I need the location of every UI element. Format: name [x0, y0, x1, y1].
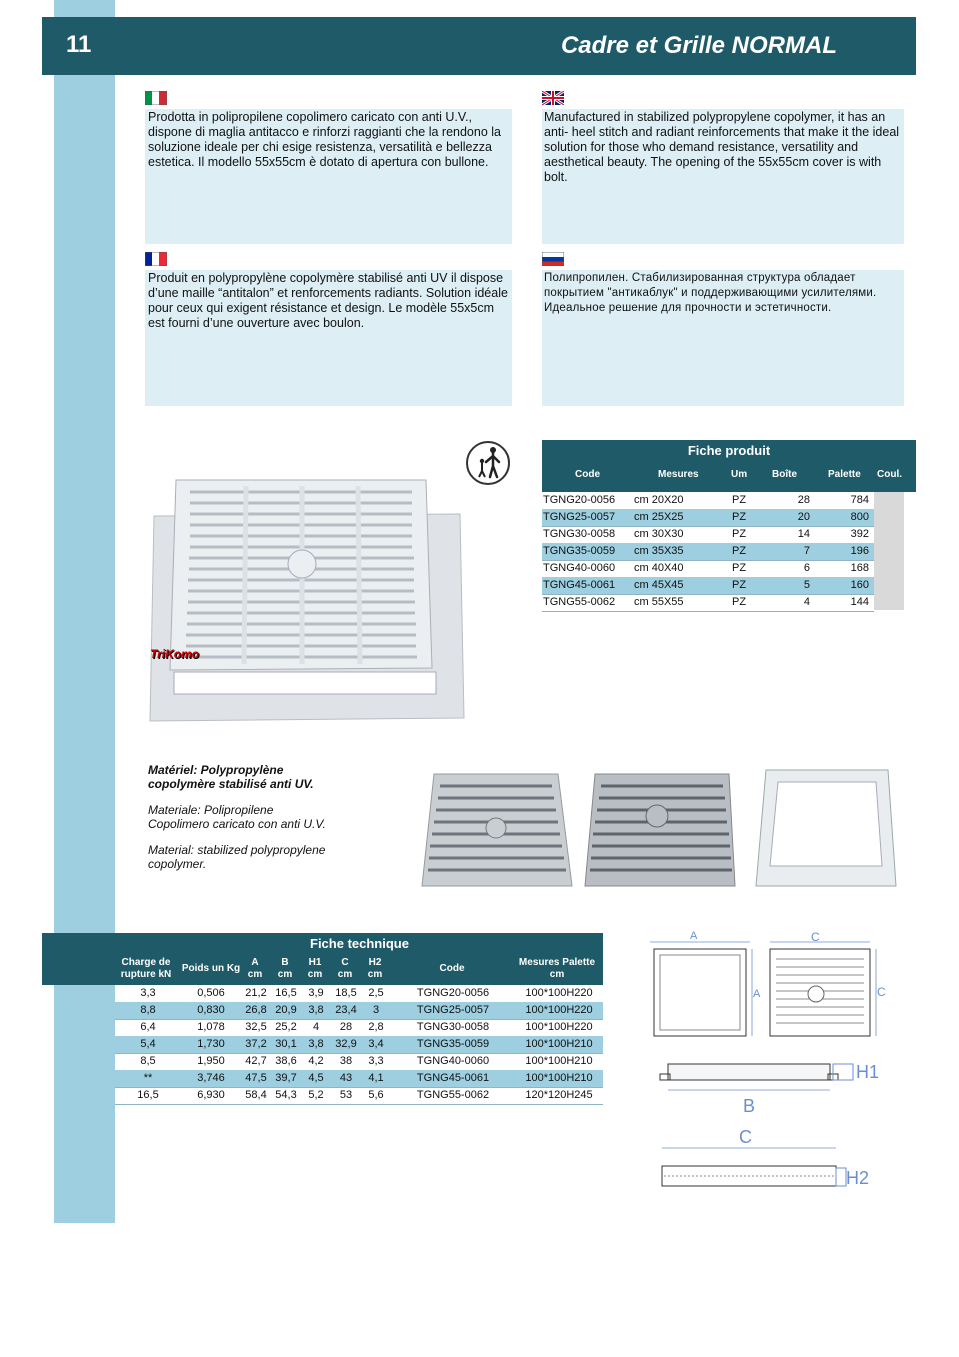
fiche-technique-cell: 120*120H245	[525, 1089, 593, 1101]
ft-col-h2: H2 cm	[367, 957, 383, 980]
grate-angle-photo-1	[420, 770, 574, 888]
fp-col-boite: Boîte	[772, 469, 797, 480]
fiche-produit-cell: 6	[803, 562, 810, 574]
material-italian: Materiale: Polipropilene Copolimero caricato con anti U.V.	[148, 803, 326, 831]
fiche-technique-cell: 5,4	[140, 1038, 156, 1050]
flag-france-icon	[145, 252, 167, 266]
fiche-produit-row	[542, 594, 874, 612]
dim-label-h2: H2	[846, 1168, 870, 1188]
fiche-produit-cell: 14	[797, 528, 810, 540]
fiche-produit-row	[542, 526, 874, 544]
fp-col-um: Um	[731, 469, 748, 480]
fiche-technique-row	[115, 1019, 603, 1037]
fiche-technique-cell: 38	[339, 1055, 353, 1067]
fiche-produit-cell: 196	[850, 545, 869, 557]
fiche-produit-cell: TGNG55-0062	[543, 596, 616, 608]
fiche-produit-row	[542, 577, 874, 595]
fiche-produit-cell: cm 20X20	[634, 494, 684, 506]
fiche-technique-cell: 32,5	[245, 1021, 267, 1033]
fiche-produit-row	[542, 560, 874, 578]
fiche-technique-cell: 8,8	[140, 1004, 156, 1016]
fiche-produit-cell: TGNG40-0060	[543, 562, 616, 574]
fiche-produit-cell: 392	[850, 528, 869, 540]
fiche-technique-cell: 58,4	[245, 1089, 267, 1101]
fiche-produit-cell: 7	[803, 545, 810, 557]
fiche-technique-row	[115, 1087, 603, 1105]
fiche-technique-title: Fiche technique	[310, 936, 409, 951]
fiche-produit-cell: PZ	[732, 511, 747, 523]
ft-col-h1: H1 cm	[307, 957, 323, 980]
fiche-produit-cell: TGNG45-0061	[543, 579, 616, 591]
fiche-technique-cell: 4,1	[368, 1072, 384, 1084]
ft-col-charge: Charge de rupture kN	[120, 957, 172, 980]
fiche-technique-cell: 4,2	[308, 1055, 324, 1067]
fiche-technique-cell: 0,830	[197, 1004, 225, 1016]
material-english: Material: stabilized polypropylene copolymer.	[148, 843, 326, 871]
fiche-technique-cell: 0,506	[197, 987, 225, 999]
fiche-technique-cell: 2,8	[368, 1021, 384, 1033]
fiche-produit-row	[542, 509, 874, 527]
brand-logo	[150, 647, 199, 661]
fiche-technique-cell: 1,730	[197, 1038, 225, 1050]
dim-label-c-section: C	[739, 1127, 752, 1147]
fiche-technique-row	[115, 1002, 603, 1020]
fiche-technique-cell: 3,8	[308, 1038, 324, 1050]
anti-heel-pictogram-icon	[464, 440, 512, 486]
fiche-produit-cell: PZ	[732, 545, 747, 557]
fiche-produit-cell: 4	[803, 596, 810, 608]
fiche-produit-cell: 800	[850, 511, 869, 523]
frame-photo	[752, 768, 898, 890]
page-title: Cadre et Grille NORMAL	[560, 32, 837, 59]
dim-label-c-top: C	[811, 930, 820, 944]
fiche-technique-cell: 26,8	[245, 1004, 267, 1016]
fiche-produit-row	[542, 543, 874, 561]
fiche-technique-cell: 3	[372, 1004, 380, 1016]
brand-logo-text: TriKomo	[150, 647, 200, 661]
fiche-technique-cell: 28	[339, 1021, 353, 1033]
fiche-technique-cell: 5,6	[368, 1089, 384, 1101]
fiche-technique-row	[115, 985, 603, 1003]
fiche-technique-cell: 25,2	[275, 1021, 297, 1033]
fiche-produit-cell: cm 40X40	[634, 562, 684, 574]
fiche-technique-cell: 3,9	[308, 987, 324, 999]
flag-uk-icon	[542, 91, 564, 105]
fiche-technique-cell: 38,6	[275, 1055, 297, 1067]
fiche-technique-cell: 30,1	[275, 1038, 297, 1050]
ft-col-palette: Mesures Palette cm	[518, 957, 596, 980]
grate-product-photo	[146, 476, 466, 724]
fiche-technique-cell: 16,5	[137, 1089, 159, 1101]
dim-label-b: B	[743, 1096, 756, 1116]
fiche-produit-cell: PZ	[732, 528, 747, 540]
fiche-technique-cell: 18,5	[335, 987, 357, 999]
fiche-produit-cell: cm 35X35	[634, 545, 684, 557]
page-number: 11	[66, 31, 92, 58]
french-description: Produit en polypropylène copolymère stabilisé anti UV il dispose d’une maille “antitalon” et renforcements radiants. Solution idéale pour ceux qui exigent résistance et design. Le modèle 55x5cm est fourni d’une ouverture avec boulon.	[148, 271, 508, 330]
dim-label-a-top: A	[690, 930, 698, 942]
material-french: Matériel: Polypropylène copolymère stabilisé anti UV.	[148, 763, 314, 791]
fiche-technique-cell: 47,5	[245, 1072, 267, 1084]
french-panel	[145, 270, 512, 406]
fiche-produit-header	[542, 440, 916, 492]
fiche-technique-cell: 2,5	[368, 987, 384, 999]
fiche-technique-cell: 5,2	[308, 1089, 324, 1101]
russian-description: Полипропилен. Стабилизированная структура обладает покрытием "антикаблук" и поддерживающими усилителями. Идеальное решение для прочности и эстетичности.	[544, 272, 877, 314]
fiche-technique-cell: 54,3	[275, 1089, 297, 1101]
fiche-technique-cell: 8,5	[140, 1055, 156, 1067]
fiche-technique-cell: 3,4	[368, 1038, 384, 1050]
technical-drawing-top-views	[650, 932, 880, 1042]
flag-russia-icon	[542, 252, 564, 266]
fiche-technique-cell: 6,4	[140, 1021, 156, 1033]
fiche-technique-header	[42, 933, 603, 985]
fiche-produit-cell: cm 25X25	[634, 511, 684, 523]
fiche-technique-cell: 32,9	[335, 1038, 357, 1050]
sidebar-strip	[54, 0, 115, 1223]
fiche-technique-cell: 6,930	[197, 1089, 225, 1101]
grate-angle-photo-2	[583, 770, 738, 888]
fiche-produit-cell: 144	[850, 596, 869, 608]
fiche-technique-cell: 3,8	[308, 1004, 324, 1016]
fiche-technique-cell: 37,2	[245, 1038, 267, 1050]
fiche-technique-cell: 3,3	[368, 1055, 384, 1067]
ft-col-poids: Poids un Kg	[181, 963, 241, 974]
fp-col-palette: Palette	[828, 469, 861, 480]
fiche-technique-cell: 39,7	[275, 1072, 297, 1084]
dim-label-c-side: C	[877, 985, 886, 999]
fiche-technique-cell: 3,746	[197, 1072, 225, 1084]
fiche-produit-cell: TGNG35-0059	[543, 545, 616, 557]
fiche-technique-cell: TGNG35-0059	[416, 1038, 490, 1050]
ft-col-c: C cm	[337, 957, 353, 980]
english-panel	[542, 109, 904, 244]
fiche-technique-cell: TGNG45-0061	[416, 1072, 490, 1084]
fiche-produit-cell: 168	[850, 562, 869, 574]
technical-drawing-frame-section	[658, 1060, 858, 1100]
color-swatch-column	[874, 492, 904, 610]
dim-label-h1: H1	[856, 1062, 880, 1082]
ft-col-a: A cm	[247, 957, 263, 980]
fiche-produit-cell: TGNG25-0057	[543, 511, 616, 523]
fiche-technique-cell: 43	[339, 1072, 353, 1084]
fiche-technique-cell: 23,4	[335, 1004, 357, 1016]
fp-col-code: Code	[575, 469, 600, 480]
fiche-technique-cell: 53	[339, 1089, 353, 1101]
english-description: Manufactured in stabilized polypropylene copolymer, it has an anti- heel stitch and radiant reinforcements that make it the ideal solution for those who demand resistance, versatility and aesthetical beauty. The opening of the 55x55cm cover is with bolt.	[544, 110, 900, 184]
fiche-produit-cell: 5	[803, 579, 810, 591]
fiche-technique-cell: TGNG20-0056	[416, 987, 490, 999]
fiche-produit-cell: PZ	[732, 494, 747, 506]
fiche-produit-title: Fiche produit	[687, 443, 771, 458]
fiche-technique-cell: 100*100H210	[525, 1072, 593, 1084]
fiche-technique-cell: 3,3	[140, 987, 156, 999]
fp-col-mesures: Mesures	[658, 469, 699, 480]
fiche-technique-cell: 100*100H220	[525, 987, 593, 999]
fiche-technique-cell: TGNG30-0058	[416, 1021, 490, 1033]
dim-label-a-side: A	[753, 988, 761, 1000]
fiche-technique-cell: TGNG55-0062	[416, 1089, 490, 1101]
fiche-technique-cell: TGNG25-0057	[416, 1004, 490, 1016]
fiche-technique-cell: TGNG40-0060	[416, 1055, 490, 1067]
fiche-produit-cell: TGNG20-0056	[543, 494, 616, 506]
fiche-produit-cell: PZ	[732, 579, 747, 591]
italian-description: Prodotta in polipropilene copolimero caricato con anti U.V., dispone di maglia antitacco e rinforzi raggianti che la rendono la soluzione ideale per chi esige resistenza, versatilità e bellezza estetica. Il modello 55x55cm è dotato di apertura con bullone.	[148, 110, 501, 169]
fp-col-coul: Coul.	[877, 469, 902, 480]
technical-drawing-grate-section	[660, 1146, 850, 1188]
fiche-produit-cell: TGNG30-0058	[543, 528, 616, 540]
flag-italy-icon	[145, 91, 167, 105]
fiche-technique-cell: 20,9	[275, 1004, 297, 1016]
fiche-technique-cell: 21,2	[245, 987, 267, 999]
fiche-technique-cell: 4,5	[308, 1072, 324, 1084]
fiche-technique-cell: 16,5	[275, 987, 297, 999]
fiche-technique-row	[115, 1036, 603, 1054]
fiche-produit-cell: 28	[797, 494, 810, 506]
fiche-technique-cell: 1,078	[197, 1021, 225, 1033]
fiche-technique-row	[115, 1070, 603, 1088]
fiche-produit-cell: cm 55X55	[634, 596, 684, 608]
ft-col-code: Code	[439, 963, 465, 974]
ft-col-b: B cm	[277, 957, 293, 980]
fiche-technique-cell: **	[143, 1072, 153, 1084]
fiche-technique-cell: 100*100H210	[525, 1055, 593, 1067]
fiche-produit-cell: cm 45X45	[634, 579, 684, 591]
fiche-produit-cell: cm 30X30	[634, 528, 684, 540]
fiche-technique-cell: 100*100H220	[525, 1021, 593, 1033]
italian-panel	[145, 109, 512, 244]
fiche-technique-cell: 42,7	[245, 1055, 267, 1067]
fiche-produit-cell: PZ	[732, 562, 747, 574]
fiche-produit-cell: PZ	[732, 596, 747, 608]
fiche-produit-row	[542, 492, 874, 510]
fiche-technique-cell: 100*100H220	[525, 1004, 593, 1016]
fiche-produit-cell: 784	[850, 494, 869, 506]
fiche-technique-cell: 100*100H210	[525, 1038, 593, 1050]
fiche-technique-cell: 1,950	[197, 1055, 225, 1067]
fiche-technique-row	[115, 1053, 603, 1071]
fiche-technique-cell: 4	[312, 1021, 320, 1033]
fiche-produit-cell: 160	[850, 579, 869, 591]
fiche-produit-cell: 20	[797, 511, 810, 523]
russian-panel	[542, 270, 904, 406]
